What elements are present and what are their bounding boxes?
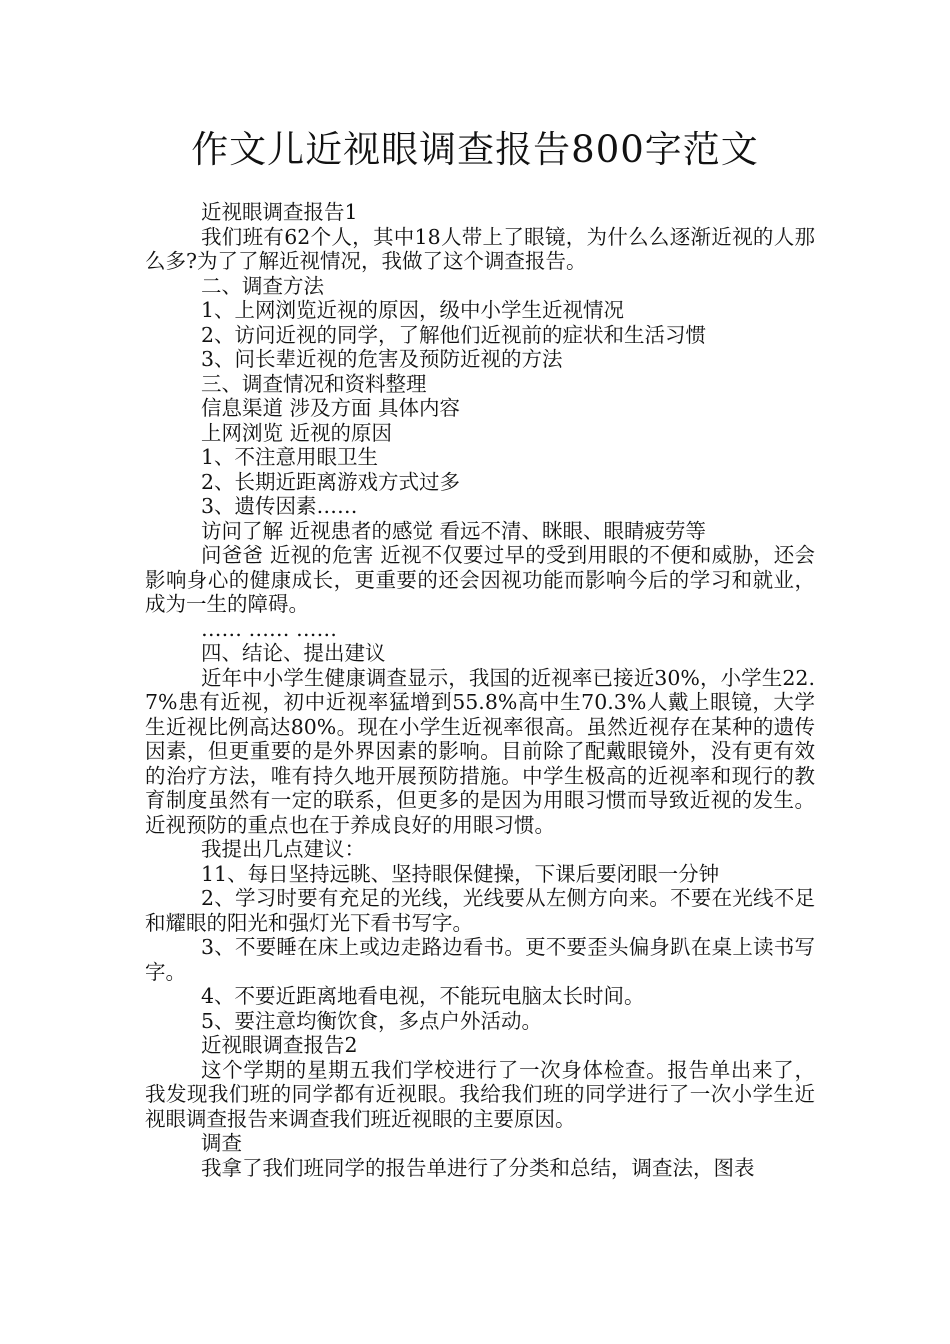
section-heading-findings: 三、调查情况和资料整理 [201,371,427,396]
list-item: 1、上网浏览近视的原因，级中小学生近视情况 [201,298,625,322]
list-item: 11、每日坚持远眺、坚持眼保健操，下课后要闭眼一分钟 [201,861,720,886]
list-item: 1、不注意用眼卫生 [201,445,379,469]
document-body [145,200,815,1180]
document-title: 作文儿近视眼调查报告800字范文 [191,128,759,171]
table-line: 上网浏览 近视的原因 [201,420,393,445]
list-item: 3、问长辈近视的危害及预防近视的方法 [201,347,563,371]
section-heading-conclusion: 四、结论、提出建议 [201,641,386,665]
section-heading-survey: 调查 [201,1131,242,1155]
list-item: 3、遗传因素…… [201,494,358,518]
table-line: 问爸爸 近视的危害 近视不仅要过早的受到用眼的不便和威胁，还会影响身心的健康成长，更重要的还会因视功能而影响今后的学习和就业，成为一生的障碍。 [145,543,815,616]
list-item: 2、学习时要有充足的光线，光线要从左侧方向来。不要在光线不足和耀眼的阳光和强灯光下看书写字。 [145,886,815,935]
list-item: 2、长期近距离游戏方式过多 [201,469,461,494]
list-item: 4、不要近距离地看电视，不能玩电脑太长时间。 [201,984,645,1008]
section-heading-report-1: 近视眼调查报告1 [201,200,358,224]
list-item: 3、不要睡在床上或边走路边看书。更不要歪头偏身趴在桌上读书写字。 [145,935,815,984]
list-item: 2、访问近视的同学，了解他们近视前的症状和生活习惯 [201,322,707,347]
paragraph-intro: 我们班有62个人，其中18人带上了眼镜，为什么么逐渐近视的人那么多?为了了解近视情况，我做了这个调查报告。 [145,224,815,273]
list-item: 5、要注意均衡饮食，多点户外活动。 [201,1008,543,1033]
paragraph-survey: 我拿了我们班同学的报告单进行了分类和总结，调查法，图表 [201,1155,755,1180]
suggestions-heading: 我提出几点建议： [201,837,365,861]
paragraph-conclusion: 近年中小学生健康调查显示，我国的近视率已接近30%，小学生22.7%患有近视，初中近视率猛增到55.8%高中生70.3%人戴上眼镜，大学生近视比例高达80%。现在小学生近视率很高。虽然近视存在某种的遗传因素，但更重要的是外界因素的影响。目前除了配戴眼镜外，没有更有效的治疗方法，唯有持久地开展预防措施。中学生极高的近视率和现行的教育制度虽然有一定的联系，但更多的是因为用眼习惯而导致近视的发生。近视预防的重点也在于养成良好的用眼习惯。 [145,665,815,837]
section-heading-report-2: 近视眼调查报告2 [201,1033,358,1057]
section-heading-method: 二、调查方法 [201,273,324,298]
paragraph-report-2: 这个学期的星期五我们学校进行了一次身体检查。报告单出来了，我发现我们班的同学都有近视眼。我给我们班的同学进行了一次小学生近视眼调查报告来调查我们班近视眼的主要原因。 [145,1057,815,1131]
table-line: 访问了解 近视患者的感觉 看远不清、眯眼、眼睛疲劳等 [201,518,707,543]
ellipsis-line: …… …… …… [201,616,338,641]
table-header-line: 信息渠道 涉及方面 具体内容 [201,396,461,420]
